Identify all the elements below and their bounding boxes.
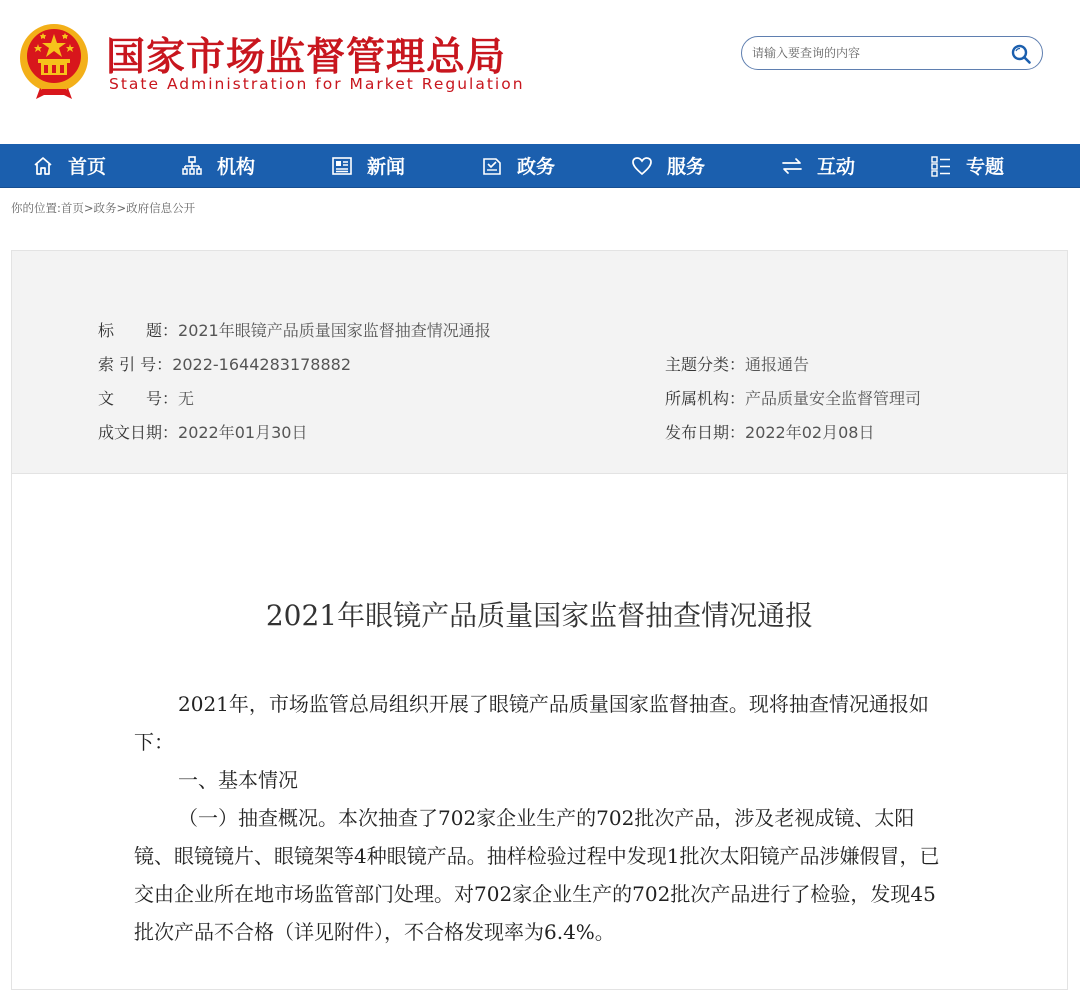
nav-item-label: 首页	[68, 156, 107, 178]
article-paragraph: （一）抽查概况。本次抽查了702家企业生产的702批次产品，涉及老视成镜、太阳镜、眼镜镜片、眼镜架等4种眼镜产品。抽样检验过程中发现1批次太阳镜产品涉嫌假冒，已交由企业所在地市场监管部门处理。对702家企业生产的702批次产品进行了检验，发现45批次产品不合格（详见附件），不合格发现率为6.4%。	[134, 806, 940, 944]
meta-value: 2022年01月30日	[178, 423, 308, 442]
nav-item-service[interactable]	[631, 144, 705, 187]
search-box	[741, 36, 1043, 70]
meta-value: 通报通告	[745, 355, 810, 374]
search-input[interactable]	[752, 43, 1002, 63]
site-header	[0, 0, 1080, 144]
nav-item-affairs[interactable]	[481, 144, 555, 187]
meta-value: 2022-1644283178882	[172, 355, 352, 374]
meta-label: 发布日期：	[665, 423, 746, 442]
meta-label: 标 题：	[98, 321, 179, 340]
nav-item-org[interactable]	[181, 144, 255, 187]
nav-item-label: 机构	[217, 156, 256, 178]
nav-item-topics[interactable]	[930, 144, 1004, 187]
document-metadata	[12, 251, 1067, 474]
breadcrumb-link-affairs[interactable]: 政务	[93, 201, 117, 215]
article-card	[11, 250, 1068, 990]
main-nav	[0, 144, 1080, 188]
meta-org	[665, 386, 921, 409]
org-chart-icon	[181, 155, 203, 177]
home-icon	[32, 155, 54, 177]
meta-written-date	[98, 420, 307, 443]
meta-label: 成文日期：	[98, 423, 179, 442]
article-title: 2021年眼镜产品质量国家监督抽查情况通报	[265, 599, 814, 632]
exchange-arrows-icon	[781, 155, 803, 177]
search-icon[interactable]	[1010, 43, 1032, 65]
breadcrumb	[11, 200, 195, 216]
nav-item-label: 专题	[966, 156, 1005, 178]
nav-item-label: 政务	[517, 156, 556, 178]
article-paragraph: 一、基本情况	[178, 768, 298, 792]
meta-value: 产品质量安全监督管理司	[745, 389, 922, 408]
site-subtitle: State Administration for Market Regulation	[109, 75, 525, 93]
meta-value: 2021年眼镜产品质量国家监督抽查情况通报	[178, 321, 491, 340]
nav-item-interaction[interactable]	[781, 144, 855, 187]
breadcrumb-prefix: 你的位置:	[11, 201, 61, 215]
meta-category	[665, 352, 809, 375]
national-emblem-icon[interactable]	[16, 22, 92, 100]
heart-icon	[631, 155, 653, 177]
meta-title	[98, 318, 491, 341]
site-title[interactable]: 国家市场监督管理总局	[106, 34, 507, 80]
nav-item-label: 互动	[817, 156, 856, 178]
list-icon	[930, 155, 952, 177]
meta-value: 2022年02月08日	[745, 423, 875, 442]
meta-label: 主题分类：	[665, 355, 746, 374]
breadcrumb-link-home[interactable]: 首页	[60, 201, 84, 215]
nav-item-news[interactable]	[331, 144, 405, 187]
meta-label: 索 引 号：	[98, 355, 173, 374]
article-paragraph: 2021年，市场监管总局组织开展了眼镜产品质量国家监督抽查。现将抽查情况通报如下：	[134, 692, 929, 754]
nav-item-label: 服务	[667, 156, 706, 178]
nav-item-label: 新闻	[367, 156, 406, 178]
newspaper-icon	[331, 155, 353, 177]
meta-published-date	[665, 420, 874, 443]
meta-label: 所属机构：	[665, 389, 746, 408]
meta-value: 无	[178, 389, 195, 408]
meta-docno	[98, 386, 194, 409]
document-icon	[481, 155, 503, 177]
meta-index	[98, 352, 351, 375]
meta-label: 文 号：	[98, 389, 179, 408]
nav-item-home[interactable]	[32, 144, 106, 187]
breadcrumb-separator: >	[116, 201, 127, 215]
breadcrumb-link-gov-info[interactable]: 政府信息公开	[126, 201, 196, 215]
breadcrumb-separator: >	[83, 201, 94, 215]
article-body	[134, 685, 952, 951]
